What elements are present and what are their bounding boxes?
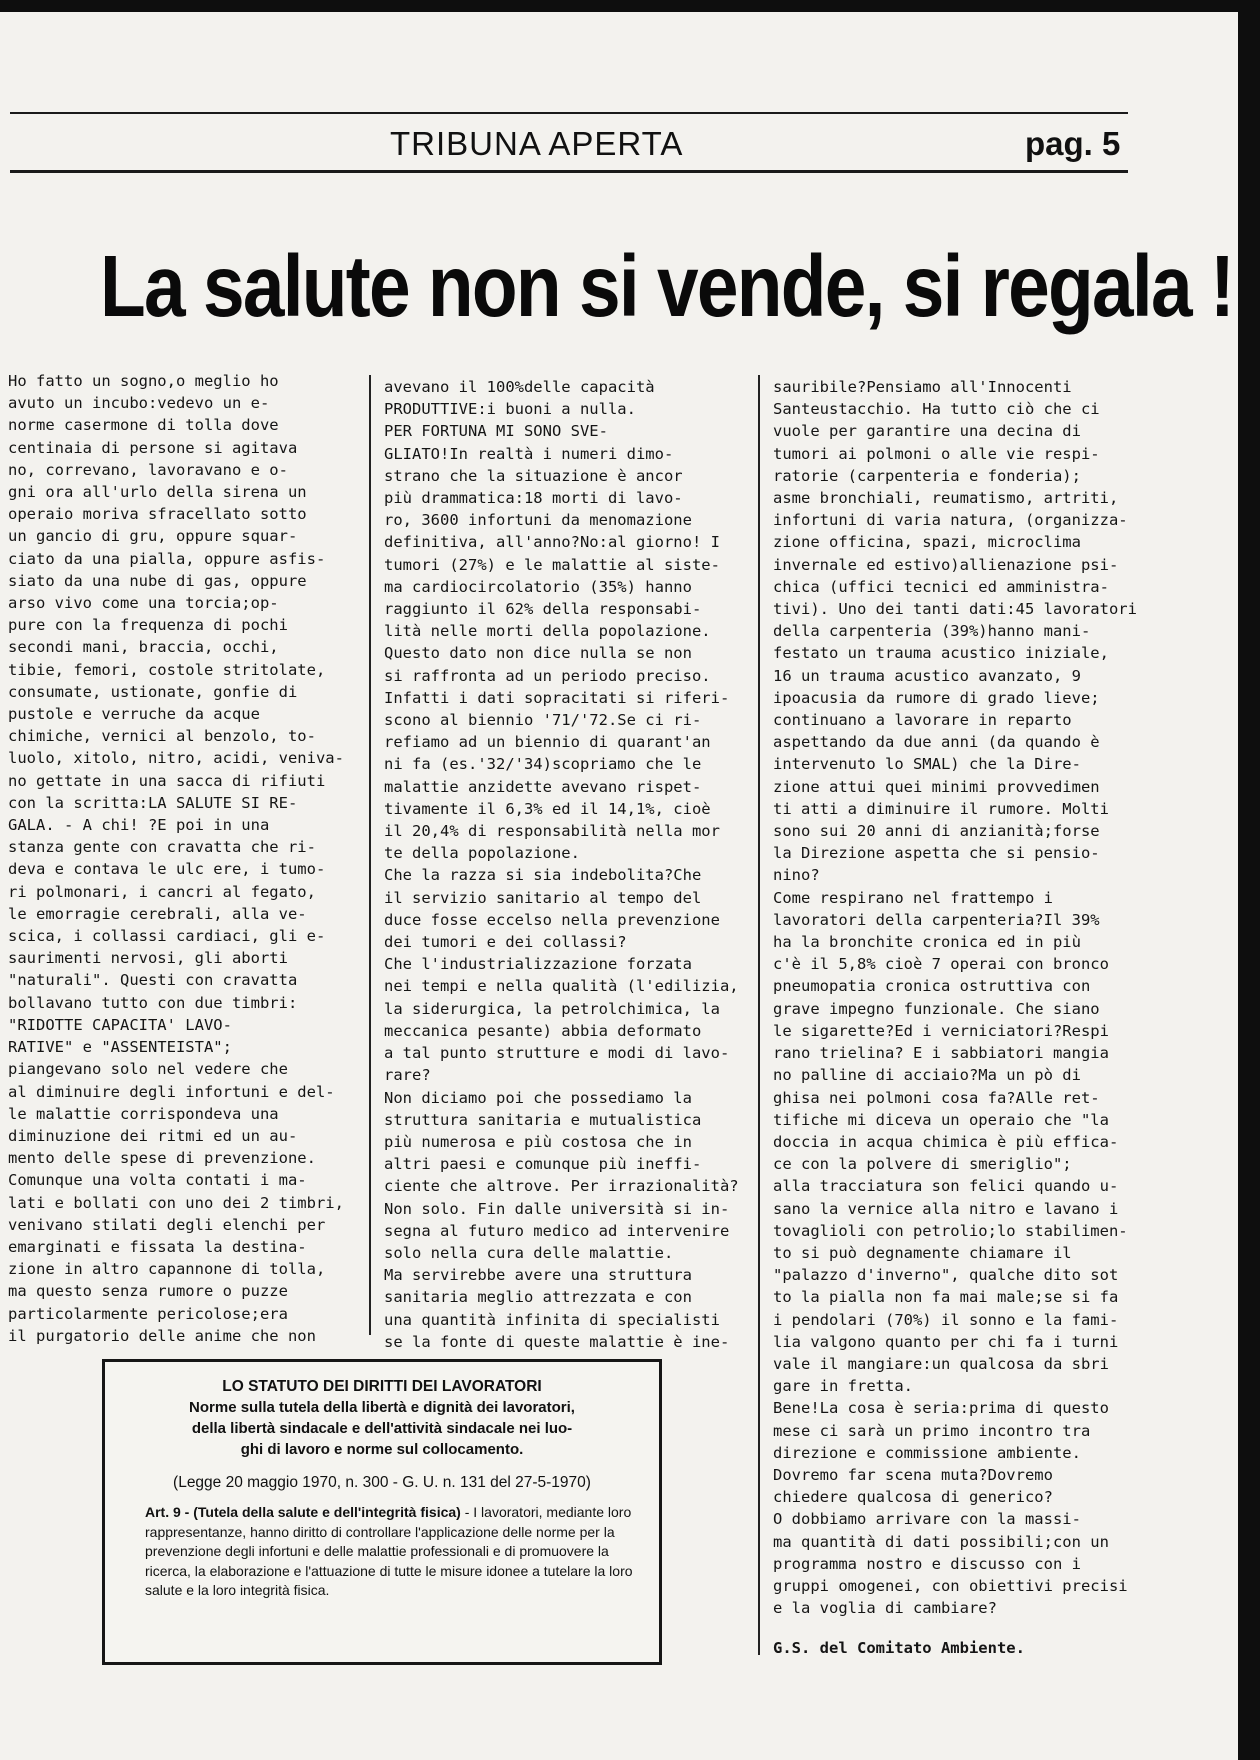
article-line: Non diciamo poi che possediamo la [384, 1088, 692, 1107]
article-line: al diminuire degli infortuni e del- [8, 1082, 335, 1101]
article-line: Santeustacchio. Ha tutto ciò che ci [773, 400, 1100, 419]
article-line: scono al biennio '71/'72.Se ci ri- [384, 711, 702, 730]
article-line: malattie anzidette avevano rispet- [384, 777, 702, 796]
article-line: ma quantità di dati possibili;con un [773, 1532, 1109, 1551]
section-title: TRIBUNA APERTA [390, 125, 684, 162]
article-line: te della popolazione. [384, 844, 580, 863]
article-line: più numerosa e più costosa che in [384, 1132, 692, 1151]
article-line: Non solo. Fin dalle università si in- [384, 1199, 730, 1218]
article-line: se la fonte di queste malattie è ine- [384, 1332, 730, 1351]
article-line: aspettando da due anni (da quando è [773, 733, 1100, 752]
article-line: lia valgono quanto per chi fa i turni [773, 1332, 1119, 1351]
newspaper-page [0, 12, 1238, 1760]
article-line: secondi mani, braccia, occhi, [8, 638, 279, 657]
article-line: gare in fretta. [773, 1377, 913, 1396]
article-line: lati e bollati con uno dei 2 timbri, [8, 1193, 344, 1212]
article-line: la siderurgica, la petrolchimica, la [384, 999, 720, 1018]
article-column-3 [773, 376, 1143, 1660]
article-line: lavoratori della carpenteria?Il 39% [773, 910, 1100, 929]
article-line: le emorragie cerebrali, alla ve- [8, 904, 307, 923]
article-text: - I lavoratori, mediante loro rappresentanze, hanno diritto di controllare l'applicazione delle norme per la prevenzione degli infortuni e delle malattie professionali e di promuovere la ricerca, la elaborazione e l'attuazione di tutte le misure idonee a tutelare la loro salute e la loro integrità fisica. [145, 1504, 633, 1598]
article-line: intervenuto lo SMAL) che la Dire- [773, 755, 1081, 774]
article-line: no, correvano, lavoravano e o- [8, 460, 288, 479]
article-column-2 [384, 376, 744, 1353]
statute-subtitle-3: ghi di lavoro e norme sul collocamento. [240, 1441, 524, 1458]
article-line: continuano a lavorare in reparto [773, 711, 1072, 730]
article-line: duce fosse eccelso nella prevenzione [384, 910, 720, 929]
article-line: "palazzo d'inverno", qualche dito sot [773, 1266, 1119, 1285]
article-line: Come respirano nel frattempo i [773, 888, 1053, 907]
article-line: deva e contava le ulc ere, i tumo- [8, 860, 326, 879]
article-line: avevano il 100%delle capacità [384, 378, 655, 396]
article-line: nei tempi e nella qualità (l'edilizia, [384, 977, 739, 996]
article-line: la Direzione aspetta che si pensio- [773, 844, 1100, 863]
article-line: gni ora all'urlo della sirena un [8, 483, 307, 502]
article-line: tovaglioli con petrolio;lo stabilimen- [773, 1221, 1128, 1240]
article-line: norme casermone di tolla dove [8, 416, 279, 435]
article-line: infortuni di varia natura, (organizza- [773, 511, 1128, 530]
article-line: avuto un incubo:vedevo un e- [8, 394, 270, 413]
article-line: lità nelle morti della popolazione. [384, 622, 711, 641]
article-line: piangevano solo nel vedere che [8, 1060, 288, 1079]
article-line: chica (uffici tecnici ed amministra- [773, 577, 1109, 596]
article-line: particolarmente pericolose;era [8, 1304, 288, 1323]
article-line: PER FORTUNA MI SONO SVE- [384, 422, 608, 441]
article-line: a tal punto strutture e modi di lavo- [384, 1044, 730, 1063]
article-line: ciato da una pialla, oppure asfis- [8, 549, 326, 568]
article-line: stanza gente con cravatta che ri- [8, 838, 316, 857]
article-line: si raffronta ad un periodo preciso. [384, 666, 711, 685]
article-line: Che la razza si sia indebolita?Che [384, 866, 702, 885]
header-bottom-rule [10, 170, 1128, 173]
article-line: saurimenti nervosi, gli aborti [8, 949, 288, 968]
article-line: Ma servirebbe avere una struttura [384, 1266, 692, 1285]
article-line: più drammatica:18 morti di lavo- [384, 489, 683, 508]
article-line: tumori (27%) e le malattie al siste- [384, 555, 720, 574]
article-line: il 20,4% di responsabilità nella mor [384, 822, 720, 841]
article-line: tivi). Uno dei tanti dati:45 lavoratori [773, 600, 1137, 619]
article-line: definitiva, all'anno?No:al giorno! I [384, 533, 720, 552]
article-line: no gettate in una sacca di rifiuti [8, 771, 326, 790]
article-line: no palline di acciaio?Ma un pò di [773, 1066, 1081, 1085]
article-line: ro, 3600 infortuni da menomazione [384, 511, 692, 530]
article-line: zione officina, spazi, microclima [773, 533, 1081, 552]
article-line: venivano stilati degli elenchi per [8, 1215, 326, 1234]
article-line: alla tracciatura son felici quando u- [773, 1177, 1119, 1196]
article-line: il servizio sanitario al tempo del [384, 888, 702, 907]
article-line: O dobbiamo arrivare con la massi- [773, 1510, 1081, 1529]
article-line: grave impegno funzionale. Che siano [773, 999, 1100, 1018]
article-line: raggiunto il 62% della responsabi- [384, 600, 702, 619]
article-line: nino? [773, 866, 820, 885]
article-line: zione in altro capannone di tolla, [8, 1260, 326, 1279]
article-line: programma nostro e discusso con i [773, 1554, 1081, 1573]
article-line: zione attui quei minimi provvedimen [773, 777, 1100, 796]
article-line: pure con la frequenza di pochi [8, 616, 288, 635]
article-line: struttura sanitaria e mutualistica [384, 1110, 702, 1129]
article-line: altri paesi e comunque più ineffi- [384, 1155, 702, 1174]
article-line: Ho fatto un sogno,o meglio ho [8, 372, 279, 390]
article-line: mento delle spese di prevenzione. [8, 1149, 316, 1168]
article-line: strano che la situazione è ancor [384, 466, 683, 485]
article-line: siato da una nube di gas, oppure [8, 571, 307, 590]
article-line: tifiche mi diceva un operaio che "la [773, 1110, 1109, 1129]
article-line: diminuzione dei ritmi ed un au- [8, 1126, 298, 1145]
article-line: ghisa nei polmoni cosa fa?Alle ret- [773, 1088, 1100, 1107]
article-line: Infatti i dati sopracitati si riferi- [384, 688, 730, 707]
article-line: c'è il 5,8% cioè 7 operai con bronco [773, 955, 1109, 974]
article-line: ma questo senza rumore o puzze [8, 1282, 288, 1301]
article-line: il purgatorio delle anime che non [8, 1326, 316, 1345]
column-divider-2 [758, 375, 760, 1655]
article-line: bollavano tutto con due timbri: [8, 993, 298, 1012]
article-line: con la scritta:LA SALUTE SI RE- [8, 793, 298, 812]
article-line: della carpenteria (39%)hanno mani- [773, 622, 1091, 641]
article-line: scica, i collassi cardiaci, gli e- [8, 927, 326, 946]
column-divider-1 [369, 375, 371, 1335]
article-line: "naturali". Questi con cravatta [8, 971, 298, 990]
article-line: Questo dato non dice nulla se non [384, 644, 692, 663]
article-line: ha la bronchite cronica ed in più [773, 933, 1081, 952]
article-line: solo nella cura delle malattie. [384, 1243, 674, 1262]
article-line: sono sui 20 anni di anzianità;forse [773, 822, 1100, 841]
article-line: direzione e commissione ambiente. [773, 1443, 1081, 1462]
article-line: rano trielina? E i sabbiatori mangia [773, 1044, 1109, 1063]
article-line: le malattie corrispondeva una [8, 1104, 279, 1123]
article-line: to si può degnamente chiamare il [773, 1243, 1072, 1262]
article-line: chiedere qualcosa di generico? [773, 1488, 1053, 1507]
article-line: ratorie (carpenteria e fonderia); [773, 466, 1081, 485]
article-line: le sigarette?Ed i verniciatori?Respi [773, 1021, 1109, 1040]
article-line: centinaia di persone si agitava [8, 438, 298, 457]
article-line: GLIATO!In realtà i numeri dimo- [384, 444, 674, 463]
article-line: sanitaria meglio attrezzata e con [384, 1288, 692, 1307]
article-line: ipoacusia da rumore di grado lieve; [773, 688, 1100, 707]
article-line: i pendolari (70%) il sonno e la fami- [773, 1310, 1119, 1329]
article-line: Comunque una volta contati i ma- [8, 1171, 307, 1190]
article-line: consumate, ustionate, gonfie di [8, 682, 298, 701]
article-line: RATIVE" e "ASSENTEISTA"; [8, 1038, 232, 1057]
article-line: sauribile?Pensiamo all'Innocenti [773, 378, 1072, 396]
article-line: luolo, xitolo, nitro, acidi, veniva- [8, 749, 344, 768]
statute-subtitle-1: Norme sulla tutela della libertà e dignità dei lavoratori, [189, 1399, 575, 1416]
article-line: mese ci sarà un primo incontro tra [773, 1421, 1091, 1440]
article-line: rare? [384, 1066, 431, 1085]
article-column-1 [8, 370, 358, 1347]
statute-title: LO STATUTO DEI DIRITTI DEI LAVORATORI [222, 1378, 542, 1395]
statute-reference: (Legge 20 maggio 1970, n. 300 - G. U. n. 131 del 27-5-1970) [173, 1474, 591, 1491]
article-line: dei tumori e dei collassi? [384, 933, 627, 952]
article-line: PRODUTTIVE:i buoni a nulla. [384, 400, 636, 419]
article-line: ce con la polvere di smeriglio"; [773, 1155, 1072, 1174]
article-line: 16 un trauma acustico avanzato, 9 [773, 666, 1081, 685]
article-line: refiamo ad un biennio di quarant'an [384, 733, 711, 752]
article-line: arso vivo come una torcia;op- [8, 594, 279, 613]
statute-box [102, 1359, 662, 1665]
header-top-rule [10, 112, 1128, 114]
article-line: vale il mangiare:un qualcosa da sbri [773, 1354, 1109, 1373]
article-line: e la voglia di cambiare? [773, 1599, 997, 1618]
article-line: una quantità infinita di specialisti [384, 1310, 720, 1329]
article-line: tibie, femori, costole stritolate, [8, 660, 326, 679]
article-line: sano la vernice alla nitro e lavano i [773, 1199, 1119, 1218]
article-line: ni fa (es.'32/'34)scopriamo che le [384, 755, 702, 774]
article-line: pustole e verruche da acque [8, 705, 260, 724]
article-line: Bene!La cosa è seria:prima di questo [773, 1399, 1109, 1418]
article-line: "RIDOTTE CAPACITA' LAVO- [8, 1015, 232, 1034]
article-line: chimiche, vernici al benzolo, to- [8, 727, 316, 746]
article-line: Che l'industrializzazione forzata [384, 955, 692, 974]
article-line: ri polmonari, i cancri al fegato, [8, 882, 316, 901]
article-line: ti atti a diminuire il rumore. Molti [773, 799, 1109, 818]
article-line: asme bronchiali, reumatismo, artriti, [773, 489, 1119, 508]
article-line: festato un trauma acustico iniziale, [773, 644, 1109, 663]
statute-article [145, 1503, 641, 1601]
article-line: meccanica pesante) abbia deformato [384, 1021, 702, 1040]
article-line: invernale ed estivo)allienazione psi- [773, 555, 1119, 574]
article-line: tivamente il 6,3% ed il 14,1%, cioè [384, 799, 711, 818]
article-line: Dovremo far scena muta?Dovremo [773, 1465, 1053, 1484]
article-line: vuole per garantire una decina di [773, 422, 1081, 441]
page-number: pag. 5 [1025, 125, 1121, 162]
article-heading: Art. 9 - (Tutela della salute e dell'integrità fisica) [145, 1504, 461, 1520]
article-line: gruppi omogenei, con obiettivi precisi [773, 1576, 1128, 1595]
statute-subtitle-2: della libertà sindacale e dell'attività sindacale nei luo- [191, 1420, 573, 1437]
article-line: tumori ai polmoni o alle vie respi- [773, 444, 1100, 463]
article-line: ciente che altrove. Per irrazionalità? [384, 1177, 739, 1196]
article-line: operaio moriva sfracellato sotto [8, 505, 307, 524]
article-line: emarginati e fissata la destina- [8, 1237, 307, 1256]
article-line: GALA. - A chi! ?E poi in una [8, 816, 270, 835]
article-line: pneumopatia cronica ostruttiva con [773, 977, 1091, 996]
article-line: to la pialla non fa mai male;se si fa [773, 1288, 1119, 1307]
article-line: segna al futuro medico ad intervenire [384, 1221, 730, 1240]
article-line: ma cardiocircolatorio (35%) hanno [384, 577, 692, 596]
article-line: doccia in acqua chimica è più effica- [773, 1132, 1119, 1151]
signature: G.S. del Comitato Ambiente. [773, 1639, 1025, 1658]
headline: La salute non si vende, si regala ! [100, 238, 1234, 335]
article-line: un gancio di gru, oppure squar- [8, 527, 298, 546]
